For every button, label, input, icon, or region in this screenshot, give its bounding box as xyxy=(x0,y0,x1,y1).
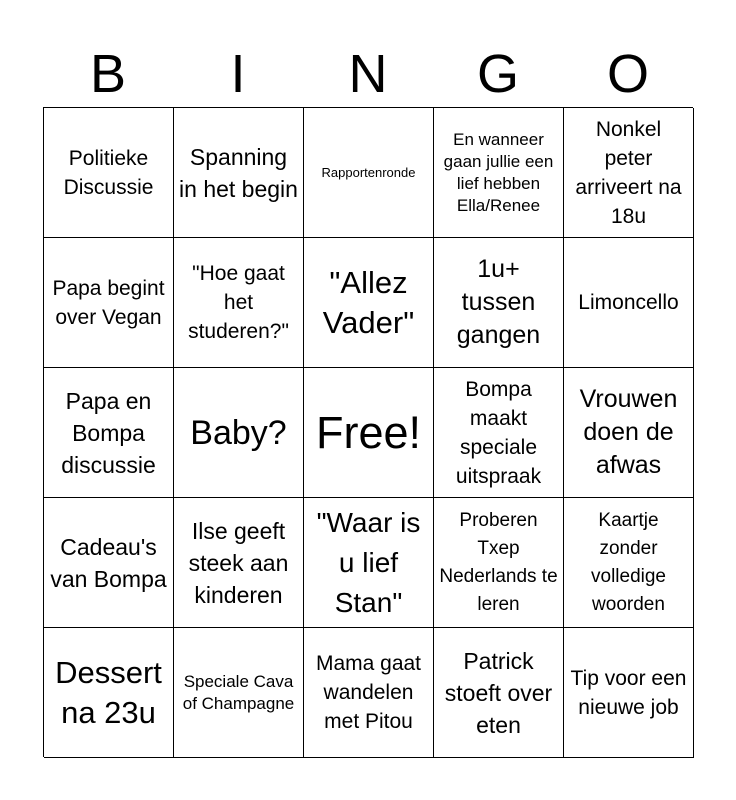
bingo-cell[interactable] xyxy=(174,628,304,758)
cell-text: Kaartje zonder volledige woorden xyxy=(591,509,666,615)
bingo-cell[interactable] xyxy=(174,238,304,368)
bingo-cell[interactable] xyxy=(44,498,174,628)
bingo-cell[interactable] xyxy=(44,628,174,758)
bingo-cell[interactable] xyxy=(434,628,564,758)
cell-text: "Hoe gaat het studeren?" xyxy=(188,262,289,343)
header-letter-i: I xyxy=(230,44,246,104)
cell-text: En wanneer gaan jullie een lief hebben Ella/Renee xyxy=(443,129,554,215)
bingo-cell[interactable] xyxy=(44,368,174,498)
bingo-cell[interactable] xyxy=(304,108,434,238)
bingo-cell[interactable] xyxy=(564,238,694,368)
cell-text: Cadeau's van Bompa xyxy=(50,533,167,592)
bingo-cell[interactable] xyxy=(174,498,304,628)
cell-text: "Allez Vader" xyxy=(322,264,415,340)
cell-text: Limoncello xyxy=(578,291,679,314)
header-letter-n: N xyxy=(348,44,388,104)
cell-text: Spanning in het begin xyxy=(179,143,298,202)
free-space-cell[interactable] xyxy=(304,368,434,498)
cell-text: Papa begint over Vegan xyxy=(52,276,165,329)
bingo-cell[interactable] xyxy=(174,108,304,238)
header-letter-g: G xyxy=(476,44,519,104)
bingo-cell[interactable] xyxy=(44,238,174,368)
cell-text: Rapportenronde xyxy=(321,164,416,180)
bingo-cell[interactable] xyxy=(564,628,694,758)
bingo-cell[interactable] xyxy=(304,628,434,758)
bingo-cell[interactable] xyxy=(564,108,694,238)
bingo-cell[interactable] xyxy=(434,368,564,498)
cell-text: Bompa maakt speciale uitspraak xyxy=(455,377,542,488)
bingo-cell[interactable] xyxy=(434,238,564,368)
cell-text: Mama gaat wandelen met Pitou xyxy=(315,652,422,733)
cell-text: Tip voor een nieuwe job xyxy=(570,666,687,719)
cell-text: Free! xyxy=(315,406,422,458)
bingo-cell[interactable] xyxy=(304,498,434,628)
cell-text: 1u+ tussen gangen xyxy=(456,255,541,349)
cell-text: Baby? xyxy=(190,413,287,452)
bingo-cell[interactable] xyxy=(564,498,694,628)
bingo-cell[interactable] xyxy=(434,498,564,628)
cell-text: "Waar is u lief Stan" xyxy=(316,506,421,618)
header-letter-b: B xyxy=(89,44,127,104)
bingo-cell[interactable] xyxy=(434,108,564,238)
bingo-cell[interactable] xyxy=(564,368,694,498)
cell-text: Nonkel peter arriveert na 18u xyxy=(575,117,682,228)
cell-text: Ilse geeft steek aan kinderen xyxy=(188,517,289,608)
bingo-cell[interactable] xyxy=(304,238,434,368)
cell-text: Patrick stoeft over eten xyxy=(444,647,553,738)
cell-text: Proberen Txep Nederlands te leren xyxy=(439,509,558,615)
cell-text: Speciale Cava of Champagne xyxy=(182,671,295,713)
cell-text: Dessert na 23u xyxy=(55,654,162,730)
bingo-grid xyxy=(43,107,693,757)
bingo-cell[interactable] xyxy=(174,368,304,498)
cell-text: Vrouwen doen de afwas xyxy=(579,385,678,479)
cell-text: Politieke Discussie xyxy=(63,146,154,199)
cell-text: Papa en Bompa discussie xyxy=(61,387,156,478)
bingo-header xyxy=(43,40,693,108)
bingo-cell[interactable] xyxy=(44,108,174,238)
header-letter-o: O xyxy=(606,44,649,104)
